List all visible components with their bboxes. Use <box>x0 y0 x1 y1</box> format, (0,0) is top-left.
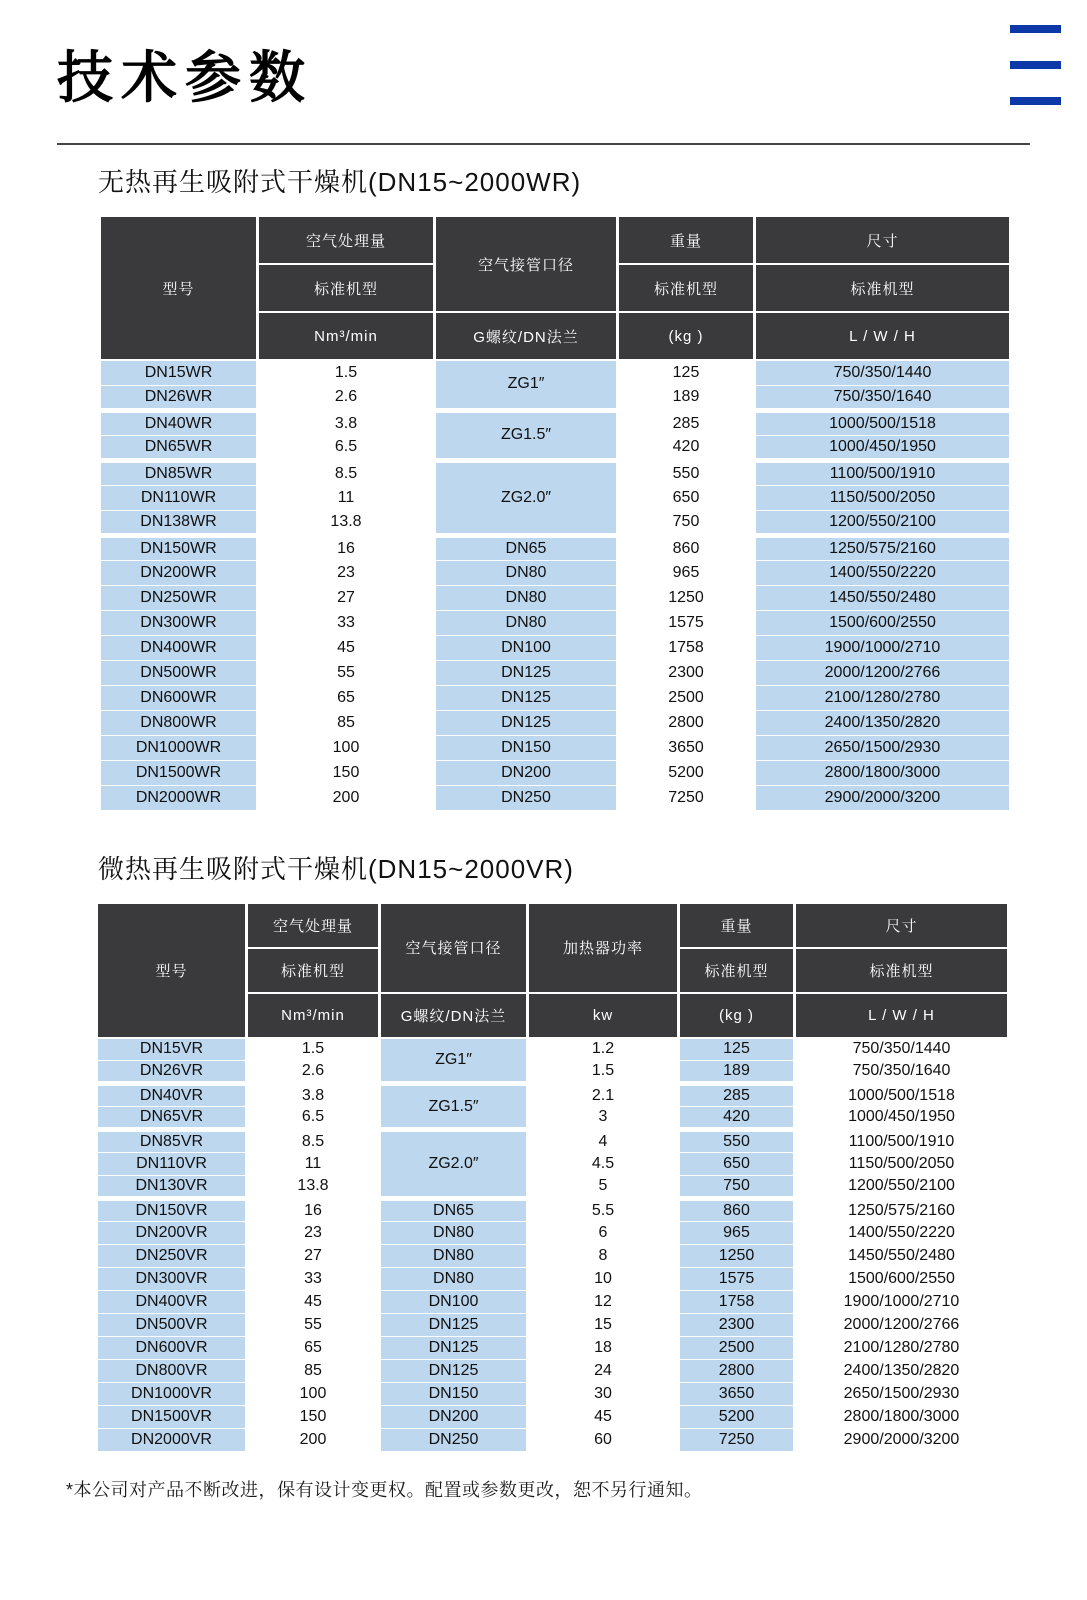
table-cell: 8 <box>528 1245 679 1268</box>
menu-bar-decoration <box>1010 61 1061 69</box>
table-cell: DN1000VR <box>97 1383 247 1406</box>
table-row <box>100 610 1011 635</box>
footnote: *本公司对产品不断改进，保有设计变更权。配置或参数更改，恕不另行通知。 <box>66 1480 703 1500</box>
table-cell: 1000/450/1950 <box>795 1107 1009 1130</box>
table-cell: DN85WR <box>100 460 258 485</box>
table-cell: 8.5 <box>258 460 435 485</box>
table-cell: 1.5 <box>528 1061 679 1084</box>
header-model: 型号 <box>100 216 258 360</box>
table-row <box>100 410 1011 435</box>
table-cell: 750/350/1440 <box>795 1038 1009 1061</box>
table-cell: ZG2.0″ <box>380 1130 528 1199</box>
table-cell: 85 <box>247 1360 380 1383</box>
table-cell: DN125 <box>435 685 618 710</box>
table-cell: DN100 <box>380 1291 528 1314</box>
table-cell: 65 <box>258 685 435 710</box>
header-size-group: 尺寸 <box>755 216 1011 264</box>
table-cell: DN150WR <box>100 535 258 560</box>
table-cell: DN250 <box>380 1429 528 1452</box>
table-cell: DN80 <box>435 585 618 610</box>
table-cell: DN110VR <box>97 1153 247 1176</box>
table-cell: DN125 <box>435 710 618 735</box>
table-row <box>100 535 1011 560</box>
table-cell: 13.8 <box>247 1176 380 1199</box>
table-cell: 23 <box>247 1222 380 1245</box>
table-cell: DN2000WR <box>100 785 258 810</box>
table-cell: ZG1.5″ <box>435 410 618 460</box>
table-cell: 5.5 <box>528 1199 679 1222</box>
menu-bar-decoration <box>1010 25 1061 33</box>
table-cell: 5200 <box>679 1406 795 1429</box>
table-cell: 55 <box>247 1314 380 1337</box>
table-cell: 2000/1200/2766 <box>795 1314 1009 1337</box>
table-cell: 650 <box>679 1153 795 1176</box>
table-cell: 750 <box>618 510 755 535</box>
table-cell: 965 <box>618 560 755 585</box>
table-cell: 2650/1500/2930 <box>795 1383 1009 1406</box>
table-cell: 2.6 <box>258 385 435 410</box>
table-cell: DN1500WR <box>100 760 258 785</box>
table-cell: 45 <box>247 1291 380 1314</box>
table-cell: DN800WR <box>100 710 258 735</box>
table-cell: 2650/1500/2930 <box>755 735 1011 760</box>
table-cell: 550 <box>618 460 755 485</box>
table-cell: 33 <box>258 610 435 635</box>
table-row <box>100 760 1011 785</box>
table-cell: DN85VR <box>97 1130 247 1153</box>
table-cell: 16 <box>247 1199 380 1222</box>
table-cell: DN125 <box>435 660 618 685</box>
table-cell: 1000/500/1518 <box>795 1084 1009 1107</box>
table-cell: 1200/550/2100 <box>755 510 1011 535</box>
table-row <box>97 1130 1009 1153</box>
table-cell: 1900/1000/2710 <box>795 1291 1009 1314</box>
table-cell: 1758 <box>618 635 755 660</box>
table-cell: DN138WR <box>100 510 258 535</box>
table-cell: DN800VR <box>97 1360 247 1383</box>
table-row <box>97 1176 1009 1199</box>
table-cell: 55 <box>258 660 435 685</box>
table-cell: 1150/500/2050 <box>795 1153 1009 1176</box>
table-cell: DN65 <box>435 535 618 560</box>
table-row <box>97 1061 1009 1084</box>
table-cell: 1200/550/2100 <box>795 1176 1009 1199</box>
table-cell: DN150 <box>380 1383 528 1406</box>
table-cell: 2300 <box>618 660 755 685</box>
table-row <box>97 1245 1009 1268</box>
table-row <box>97 1084 1009 1107</box>
table-cell: 2900/2000/3200 <box>755 785 1011 810</box>
header-size-sub: 标准机型 <box>755 264 1011 312</box>
table-cell: DN150 <box>435 735 618 760</box>
table-cell: ZG1″ <box>435 360 618 410</box>
table-cell: 2300 <box>679 1314 795 1337</box>
table-cell: 1250/575/2160 <box>795 1199 1009 1222</box>
table-cell: ZG1″ <box>380 1038 528 1084</box>
table-row <box>97 1406 1009 1429</box>
wr-spec-table <box>98 215 1012 811</box>
table-row <box>100 635 1011 660</box>
table-cell: 1500/600/2550 <box>795 1268 1009 1291</box>
table-cell: DN130VR <box>97 1176 247 1199</box>
table-row <box>100 560 1011 585</box>
header-flow-unit: Nm³/min <box>247 993 380 1038</box>
table-row <box>97 1337 1009 1360</box>
table-cell: DN125 <box>380 1337 528 1360</box>
table-cell: 1450/550/2480 <box>795 1245 1009 1268</box>
table-cell: DN80 <box>380 1245 528 1268</box>
table-cell: 285 <box>618 410 755 435</box>
table-cell: DN400WR <box>100 635 258 660</box>
header-size-group: 尺寸 <box>795 903 1009 948</box>
table-cell: 10 <box>528 1268 679 1291</box>
table-cell: 8.5 <box>247 1130 380 1153</box>
table-cell: DN80 <box>380 1222 528 1245</box>
table-cell: DN200WR <box>100 560 258 585</box>
table-cell: 200 <box>258 785 435 810</box>
table-row <box>97 1038 1009 1061</box>
vr-section-title: 微热再生吸附式干燥机(DN15~2000VR) <box>98 853 574 884</box>
table-cell: 33 <box>247 1268 380 1291</box>
header-weight-sub: 标准机型 <box>618 264 755 312</box>
table-cell: 3.8 <box>247 1084 380 1107</box>
table-cell: 2800/1800/3000 <box>755 760 1011 785</box>
table-cell: 11 <box>247 1153 380 1176</box>
table-cell: DN100 <box>435 635 618 660</box>
table-cell: 550 <box>679 1130 795 1153</box>
table-cell: DN65WR <box>100 435 258 460</box>
table-cell: DN150VR <box>97 1199 247 1222</box>
table-row <box>100 360 1011 385</box>
table-cell: 1100/500/1910 <box>795 1130 1009 1153</box>
table-cell: DN600VR <box>97 1337 247 1360</box>
table-cell: 1.5 <box>258 360 435 385</box>
table-row <box>97 1107 1009 1130</box>
table-cell: 1758 <box>679 1291 795 1314</box>
table-cell: DN500VR <box>97 1314 247 1337</box>
table-cell: 1500/600/2550 <box>755 610 1011 635</box>
table-row <box>100 460 1011 485</box>
header-weight-sub: 标准机型 <box>679 948 795 993</box>
table-cell: 27 <box>247 1245 380 1268</box>
table-cell: 750 <box>679 1176 795 1199</box>
table-cell: DN1500VR <box>97 1406 247 1429</box>
table-cell: DN250 <box>435 785 618 810</box>
table-cell: 6.5 <box>247 1107 380 1130</box>
table-cell: 2100/1280/2780 <box>755 685 1011 710</box>
table-row <box>97 1429 1009 1452</box>
table-row <box>97 1291 1009 1314</box>
table-cell: 16 <box>258 535 435 560</box>
table-cell: 2800 <box>679 1360 795 1383</box>
header-flow-unit: Nm³/min <box>258 312 435 360</box>
table-row <box>100 785 1011 810</box>
table-cell: 1.5 <box>247 1038 380 1061</box>
wr-section-title: 无热再生吸附式干燥机(DN15~2000WR) <box>98 167 582 197</box>
table-cell: 4.5 <box>528 1153 679 1176</box>
table-row <box>100 660 1011 685</box>
table-cell: 1450/550/2480 <box>755 585 1011 610</box>
table-cell: 18 <box>528 1337 679 1360</box>
table-cell: DN110WR <box>100 485 258 510</box>
table-cell: DN65 <box>380 1199 528 1222</box>
table-cell: 2500 <box>679 1337 795 1360</box>
header-size-sub: 标准机型 <box>795 948 1009 993</box>
table-cell: 420 <box>679 1107 795 1130</box>
table-cell: 45 <box>528 1406 679 1429</box>
table-cell: 1900/1000/2710 <box>755 635 1011 660</box>
table-cell: DN300WR <box>100 610 258 635</box>
table-row <box>97 1268 1009 1291</box>
table-cell: DN200VR <box>97 1222 247 1245</box>
table-cell: 30 <box>528 1383 679 1406</box>
table-row <box>100 585 1011 610</box>
header-size-unit: L / W / H <box>795 993 1009 1038</box>
table-cell: 1250/575/2160 <box>755 535 1011 560</box>
table-cell: 1100/500/1910 <box>755 460 1011 485</box>
table-cell: 7250 <box>679 1429 795 1452</box>
table-row <box>100 685 1011 710</box>
table-cell: 85 <box>258 710 435 735</box>
page-title: 技术参数 <box>57 46 313 109</box>
table-cell: 1150/500/2050 <box>755 485 1011 510</box>
table-cell: DN400VR <box>97 1291 247 1314</box>
vr-spec-table <box>95 902 1010 1453</box>
table-cell: 150 <box>258 760 435 785</box>
table-cell: 45 <box>258 635 435 660</box>
vr-table-body <box>97 1038 1009 1452</box>
title-divider <box>57 143 1030 145</box>
table-cell: 1.2 <box>528 1038 679 1061</box>
page-content <box>66 162 1013 1502</box>
table-row <box>97 1383 1009 1406</box>
table-cell: 1400/550/2220 <box>755 560 1011 585</box>
table-cell: 2800 <box>618 710 755 735</box>
table-cell: 6.5 <box>258 435 435 460</box>
table-cell: 100 <box>247 1383 380 1406</box>
header-power-unit: kw <box>528 993 679 1038</box>
table-cell: DN500WR <box>100 660 258 685</box>
table-cell: 750/350/1640 <box>755 385 1011 410</box>
table-row <box>97 1314 1009 1337</box>
table-cell: DN80 <box>435 560 618 585</box>
table-row <box>100 710 1011 735</box>
table-cell: 2900/2000/3200 <box>795 1429 1009 1452</box>
table-cell: 65 <box>247 1337 380 1360</box>
table-cell: 1575 <box>679 1268 795 1291</box>
table-row <box>100 735 1011 760</box>
table-cell: 5200 <box>618 760 755 785</box>
table-cell: 4 <box>528 1130 679 1153</box>
table-row <box>97 1199 1009 1222</box>
table-cell: 965 <box>679 1222 795 1245</box>
table-cell: 125 <box>679 1038 795 1061</box>
table-cell: 860 <box>618 535 755 560</box>
header-port-group: 空气接管口径 <box>380 903 528 993</box>
vr-table-header <box>97 903 1009 1038</box>
table-cell: 7250 <box>618 785 755 810</box>
table-cell: 1250 <box>679 1245 795 1268</box>
header-port-unit: G螺纹/DN法兰 <box>380 993 528 1038</box>
header-size-unit: L / W / H <box>755 312 1011 360</box>
table-cell: 3.8 <box>258 410 435 435</box>
table-cell: 2.1 <box>528 1084 679 1107</box>
table-cell: 5 <box>528 1176 679 1199</box>
table-cell: 750/350/1640 <box>795 1061 1009 1084</box>
header-port-unit: G螺纹/DN法兰 <box>435 312 618 360</box>
table-cell: 13.8 <box>258 510 435 535</box>
header-flow-group: 空气处理量 <box>247 903 380 948</box>
table-cell: 6 <box>528 1222 679 1245</box>
table-cell: DN200 <box>380 1406 528 1429</box>
header-port-group: 空气接管口径 <box>435 216 618 312</box>
table-cell: DN250VR <box>97 1245 247 1268</box>
menu-bars-icon <box>1010 25 1061 105</box>
table-cell: DN125 <box>380 1314 528 1337</box>
table-cell: ZG2.0″ <box>435 460 618 535</box>
table-cell: 2400/1350/2820 <box>795 1360 1009 1383</box>
table-cell: 60 <box>528 1429 679 1452</box>
header-flow-group: 空气处理量 <box>258 216 435 264</box>
table-cell: 11 <box>258 485 435 510</box>
table-cell: DN26WR <box>100 385 258 410</box>
table-cell: DN2000VR <box>97 1429 247 1452</box>
header-weight-unit: (kg ) <box>618 312 755 360</box>
table-cell: DN26VR <box>97 1061 247 1084</box>
table-cell: 189 <box>679 1061 795 1084</box>
table-cell: 23 <box>258 560 435 585</box>
table-cell: DN40VR <box>97 1084 247 1107</box>
table-cell: 650 <box>618 485 755 510</box>
table-cell: 3650 <box>618 735 755 760</box>
header-power-group: 加热器功率 <box>528 903 679 993</box>
wr-table-header <box>100 216 1011 360</box>
table-cell: 2400/1350/2820 <box>755 710 1011 735</box>
table-cell: 1250 <box>618 585 755 610</box>
table-cell: 15 <box>528 1314 679 1337</box>
table-cell: DN1000WR <box>100 735 258 760</box>
table-cell: DN250WR <box>100 585 258 610</box>
table-cell: 1575 <box>618 610 755 635</box>
table-row <box>97 1153 1009 1176</box>
table-cell: 285 <box>679 1084 795 1107</box>
table-cell: 2500 <box>618 685 755 710</box>
table-cell: DN40WR <box>100 410 258 435</box>
menu-bar-decoration <box>1010 97 1061 105</box>
table-cell: ZG1.5″ <box>380 1084 528 1130</box>
wr-table-body <box>100 360 1011 810</box>
table-cell: 100 <box>258 735 435 760</box>
header-weight-unit: (kg ) <box>679 993 795 1038</box>
header-weight-group: 重量 <box>679 903 795 948</box>
table-cell: DN125 <box>380 1360 528 1383</box>
table-cell: DN80 <box>380 1268 528 1291</box>
table-cell: 3 <box>528 1107 679 1130</box>
table-cell: DN600WR <box>100 685 258 710</box>
table-cell: 750/350/1440 <box>755 360 1011 385</box>
table-row <box>97 1360 1009 1383</box>
table-cell: DN200 <box>435 760 618 785</box>
table-cell: 3650 <box>679 1383 795 1406</box>
table-cell: 420 <box>618 435 755 460</box>
header-model: 型号 <box>97 903 247 1038</box>
table-cell: DN15WR <box>100 360 258 385</box>
header-weight-group: 重量 <box>618 216 755 264</box>
table-cell: 200 <box>247 1429 380 1452</box>
table-cell: DN300VR <box>97 1268 247 1291</box>
table-cell: 860 <box>679 1199 795 1222</box>
table-cell: 125 <box>618 360 755 385</box>
table-cell: 1400/550/2220 <box>795 1222 1009 1245</box>
table-cell: 27 <box>258 585 435 610</box>
table-cell: 1000/500/1518 <box>755 410 1011 435</box>
table-cell: 1000/450/1950 <box>755 435 1011 460</box>
table-cell: 150 <box>247 1406 380 1429</box>
table-cell: 2000/1200/2766 <box>755 660 1011 685</box>
table-cell: 189 <box>618 385 755 410</box>
table-row <box>97 1222 1009 1245</box>
table-cell: 2.6 <box>247 1061 380 1084</box>
header-flow-sub: 标准机型 <box>258 264 435 312</box>
table-cell: DN15VR <box>97 1038 247 1061</box>
table-cell: 12 <box>528 1291 679 1314</box>
table-cell: 2800/1800/3000 <box>795 1406 1009 1429</box>
header-flow-sub: 标准机型 <box>247 948 380 993</box>
table-cell: DN80 <box>435 610 618 635</box>
table-cell: 2100/1280/2780 <box>795 1337 1009 1360</box>
table-cell: DN65VR <box>97 1107 247 1130</box>
table-cell: 24 <box>528 1360 679 1383</box>
